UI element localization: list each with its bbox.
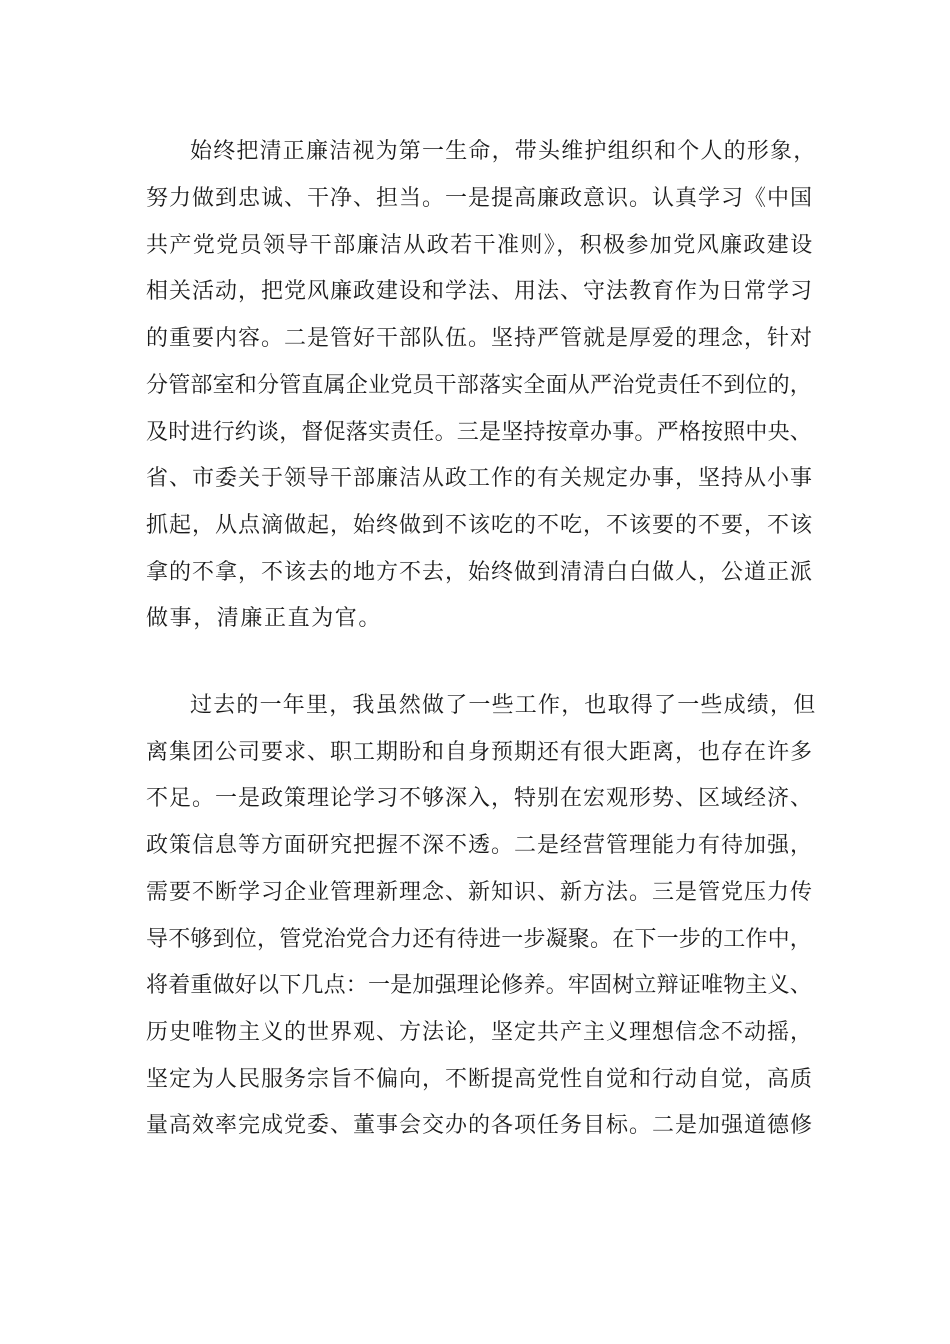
paragraph-line: 量高效率完成党委、董事会交办的各项任务目标。二是加强道德修 — [146, 1113, 814, 1138]
paragraph-line: 不足。一是政策理论学习不够深入，特别在宏观形势、区域经济、 — [146, 786, 814, 811]
paragraph-line: 相关活动，把党风廉政建设和学法、用法、守法教育作为日常学习 — [146, 279, 814, 304]
paragraph-line: 的重要内容。二是管好干部队伍。坚持严管就是厚爱的理念，针对 — [146, 326, 814, 351]
paragraph-line: 过去的一年里，我虽然做了一些工作，也取得了一些成绩，但 — [190, 693, 817, 718]
paragraph-line: 努力做到忠诚、干净、担当。一是提高廉政意识。认真学习《中国 — [146, 186, 814, 211]
paragraph-line: 历史唯物主义的世界观、方法论，坚定共产主义理想信念不动摇， — [146, 1020, 814, 1045]
paragraph-line: 始终把清正廉洁视为第一生命，带头维护组织和个人的形象， — [190, 139, 817, 164]
paragraph-line: 政策信息等方面研究把握不深不透。二是经营管理能力有待加强， — [146, 833, 814, 858]
paragraph-line: 坚定为人民服务宗旨不偏向，不断提高党性自觉和行动自觉，高质 — [146, 1067, 814, 1092]
paragraph-line: 拿的不拿，不该去的地方不去，始终做到清清白白做人，公道正派 — [146, 560, 814, 585]
paragraph-line: 离集团公司要求、职工期盼和自身预期还有很大距离，也存在许多 — [146, 740, 814, 765]
paragraph-line: 导不够到位，管党治党合力还有待进一步凝聚。在下一步的工作中， — [146, 927, 813, 952]
paragraph-line: 抓起，从点滴做起，始终做到不该吃的不吃，不该要的不要，不该 — [146, 513, 814, 538]
paragraph-line: 共产党党员领导干部廉洁从政若干准则》，积极参加党风廉政建设 — [146, 233, 814, 258]
paragraph-line: 分管部室和分管直属企业党员干部落实全面从严治党责任不到位的， — [146, 373, 813, 398]
paragraph-line: 及时进行约谈，督促落实责任。三是坚持按章办事。严格按照中央、 — [146, 420, 813, 445]
paragraph-line: 将着重做好以下几点：一是加强理论修养。牢固树立辩证唯物主义、 — [146, 973, 813, 998]
paragraph-line: 做事，清廉正直为官。 — [146, 606, 383, 631]
paragraph-line: 省、市委关于领导干部廉洁从政工作的有关规定办事，坚持从小事 — [146, 466, 814, 491]
paragraph-line: 需要不断学习企业管理新理念、新知识、新方法。三是管党压力传 — [146, 880, 814, 905]
